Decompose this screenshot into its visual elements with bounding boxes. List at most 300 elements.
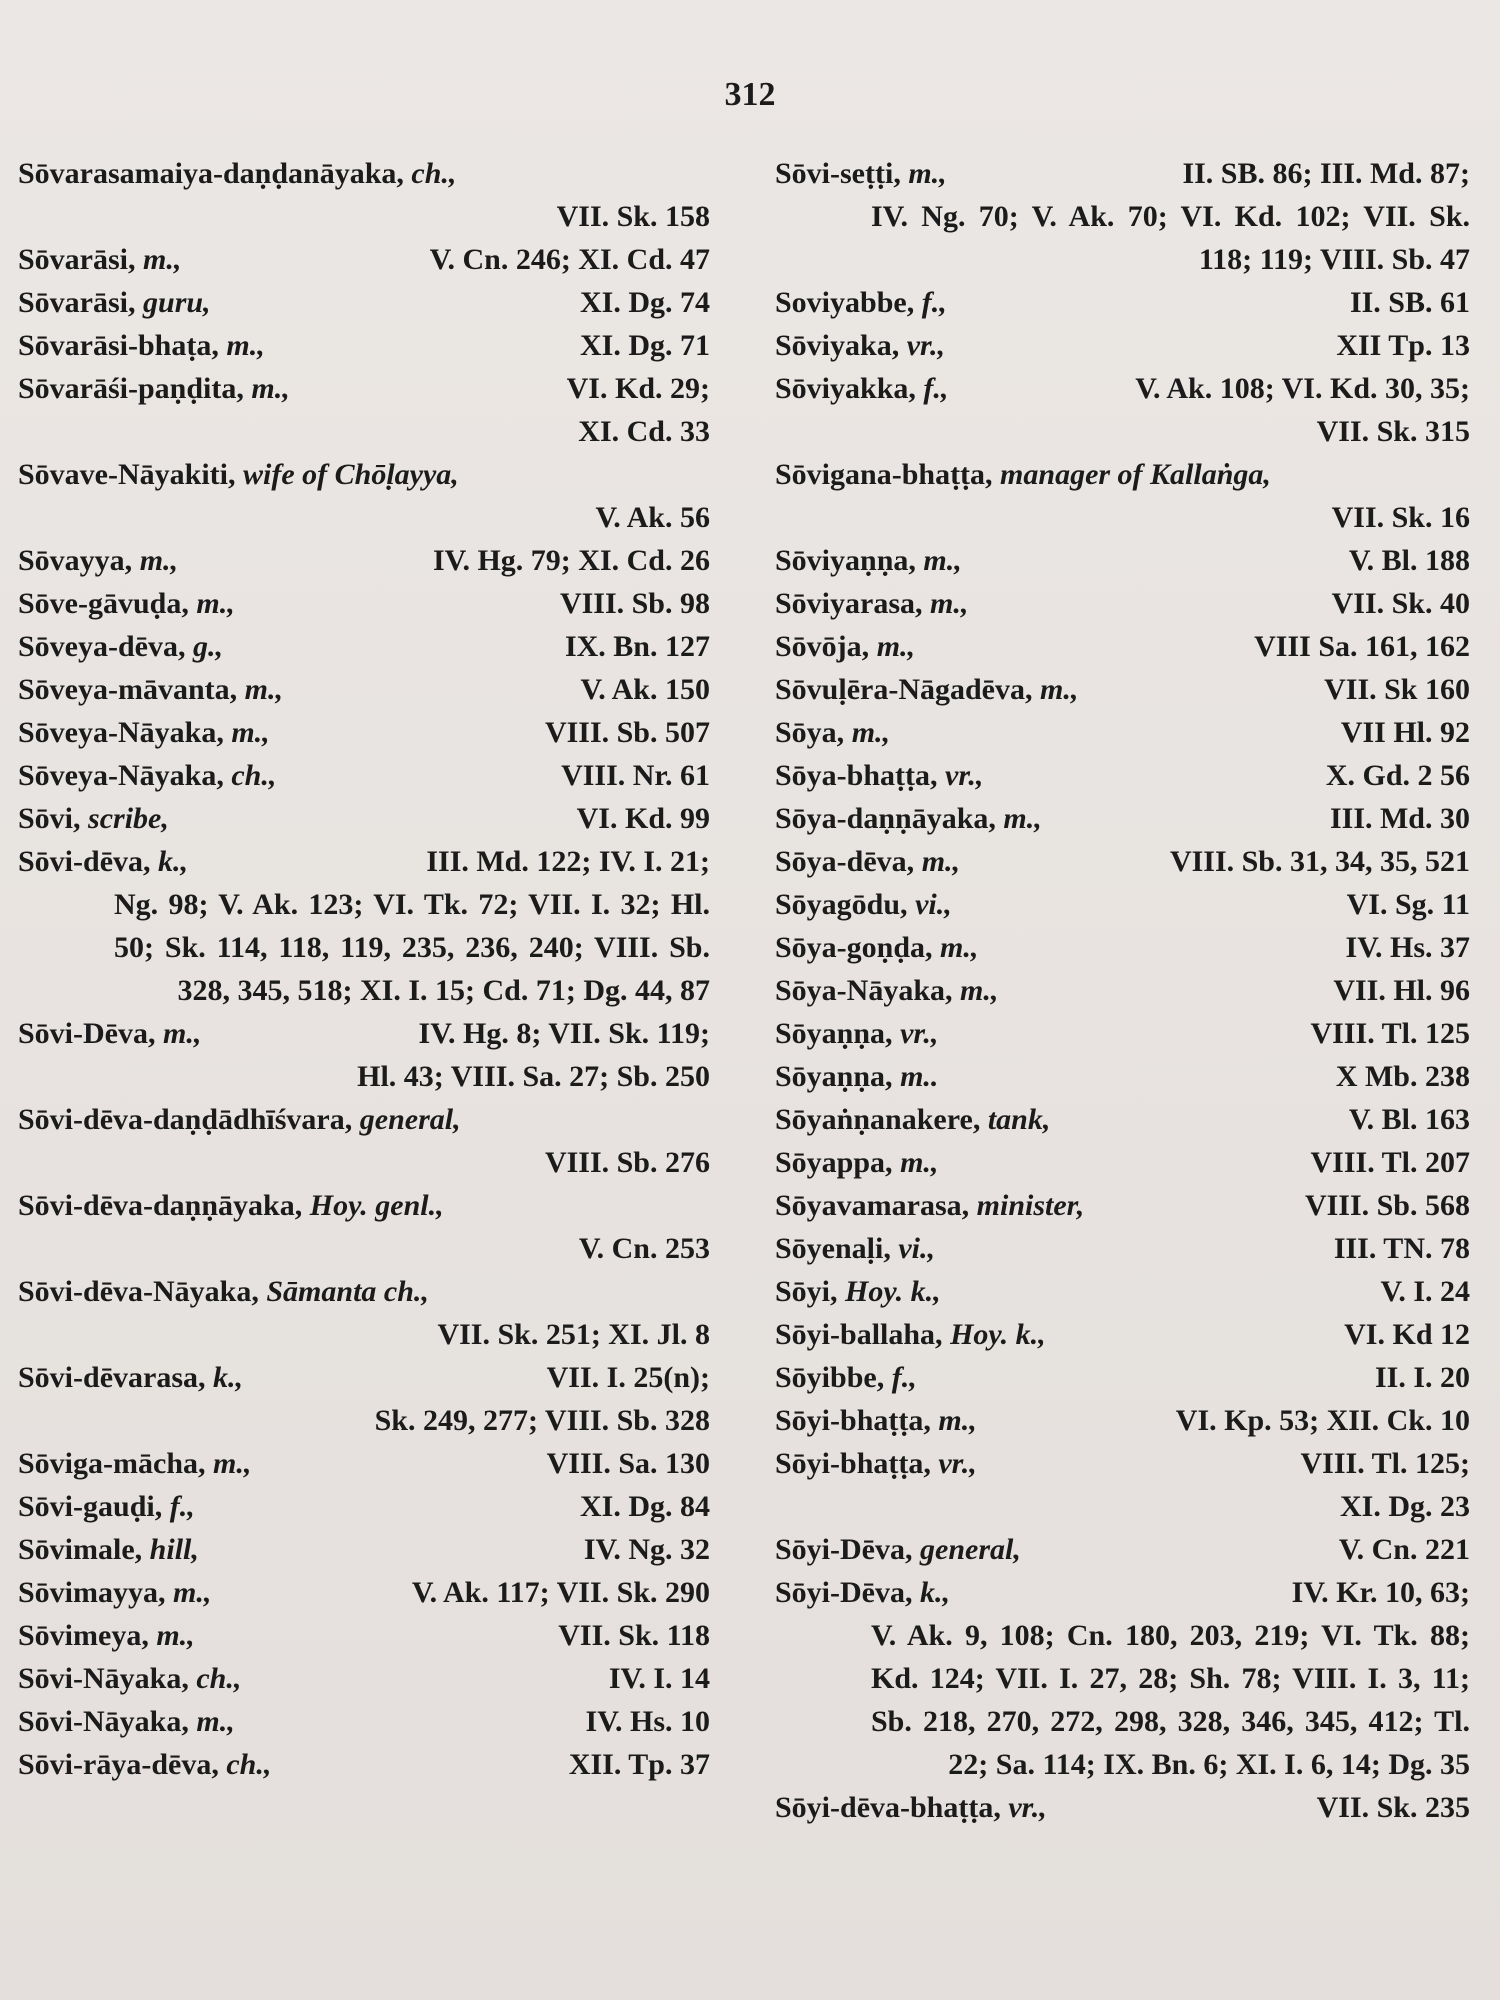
entry-heading [18,1012,201,1055]
index-entry [18,1657,710,1700]
index-entry [775,668,1470,711]
entry-description: minister, [976,1189,1085,1222]
right-column [775,152,1470,1829]
entry-name: Sōvi-dēva-daṇṇāyaka, [18,1189,303,1222]
entry-name: Sōya-daṇṇāyaka, [775,802,996,835]
entry-heading [775,754,983,797]
entry-head [775,1141,1470,1184]
entry-description: f., [921,286,947,319]
entry-name: Sōvigana-bhaṭṭa, [775,458,993,491]
entry-continuation: VII. Sk. 158 [556,200,710,233]
entry-name: Sōvi-Nāyaka, [18,1662,189,1695]
entry-head [775,1356,1470,1399]
entry-head [18,539,710,582]
entry-description: m., [876,630,916,663]
entry-name: Sōyi, [775,1275,838,1308]
entry-description: m., [851,716,891,749]
page-number: 312 [724,76,776,113]
entry-description: m.. [900,1060,939,1093]
index-entry [775,1442,1470,1528]
entry-heading [775,1227,935,1270]
entry-heading [775,281,947,324]
entry-head [775,1313,1470,1356]
entry-heading [18,797,169,840]
entry-reference: V. I. 24 [1380,1275,1470,1308]
index-entry [775,883,1470,926]
entry-name: Sōvayya, [18,544,133,577]
index-entry [775,1571,1470,1786]
entry-head [18,238,710,281]
entry-reference: IV. Hg. 8; VII. Sk. 119; [418,1017,710,1050]
entry-heading [18,1442,251,1485]
entry-heading [18,1571,211,1614]
entry-heading [18,281,211,324]
index-entry [18,582,710,625]
entry-name: Sōviyakka, [775,372,916,405]
entry-head [18,281,710,324]
entry-description: m., [921,845,961,878]
entry-reference: V. Ak. 150 [580,673,710,706]
entry-continuation: V. Ak. 9, 108; Cn. 180, 203, 219; VI. Tk. 88; Kd. 124; VII. I. 27, 28; Sh. 78; VIII. I. 3, 11; Sb. 218, 270, 272, 298, 328, 346, 345, 412; Tl. 22; Sa. 114; IX. Bn. 6; XI. I. 6, 14; Dg. 35 [871,1619,1470,1781]
entry-head [18,152,710,195]
entry-head [775,668,1470,711]
entry-heading [18,1743,271,1786]
entry-name: Sōvarāsi, [18,286,136,319]
entry-description: m., [908,157,947,190]
entry-description: m., [139,544,179,577]
entry-description: ch., [196,1662,242,1695]
entry-name: Sōvarāsi, [18,243,136,276]
index-entry [775,840,1470,883]
entry-description: Hoy. k., [950,1318,1046,1351]
index-entry [18,1485,710,1528]
index-entry [775,754,1470,797]
entry-name: Sōvōja, [775,630,870,663]
entry-reference: VII. Sk. 40 [1331,587,1470,620]
entry-description: g., [193,630,223,663]
entry-description: m., [960,974,999,1007]
index-entry [775,926,1470,969]
entry-heading [18,539,178,582]
index-entry [18,1743,710,1786]
entry-head [775,797,1470,840]
index-entry [775,969,1470,1012]
entry-heading [775,367,948,410]
index-entry [775,367,1470,453]
entry-reference: IV. Hs. 10 [585,1705,710,1738]
entry-description: manager of Kallaṅga, [1000,458,1271,491]
entry-description: guru, [143,286,211,319]
entry-head [775,926,1470,969]
entry-head [775,152,1470,195]
entry-heading [775,1399,977,1442]
index-entry [775,582,1470,625]
entry-heading [18,1614,195,1657]
entry-reference: VIII. Nr. 61 [561,759,710,792]
entry-description: ch., [411,157,457,190]
entry-head [18,1184,710,1227]
entry-name: Sōya, [775,716,845,749]
entry-head [18,1098,710,1141]
entry-description: general, [359,1103,461,1136]
index-entry [18,711,710,754]
entry-heading [18,1528,199,1571]
entry-heading [775,1786,1047,1829]
entry-reference: VI. Kp. 53; XII. Ck. 10 [1175,1404,1470,1437]
entry-name: Sōve-gāvuḍa, [18,587,189,620]
entry-name: Sōvi-dēvarasa, [18,1361,206,1394]
entry-heading [775,539,962,582]
entry-head [775,453,1470,496]
entry-continuation: VII. Sk. 251; XI. Jl. 8 [437,1318,710,1351]
entry-head [18,1270,710,1313]
entry-continuation: Hl. 43; VIII. Sa. 27; Sb. 250 [357,1060,710,1093]
entry-reference: VIII. Tl. 125 [1310,1017,1470,1050]
entry-heading [775,1184,1084,1227]
entry-head [775,1442,1470,1485]
entry-name: Sōyaṇṇa, [775,1017,893,1050]
index-entry [18,668,710,711]
entry-description: general, [920,1533,1021,1566]
entry-name: Sōvi-dēva-Nāyaka, [18,1275,259,1308]
entry-description: wife of Chōḷayya, [243,458,459,491]
index-entry [775,1227,1470,1270]
entry-name: Sōyi-ballaha, [775,1318,943,1351]
index-entry [18,1356,710,1442]
index-entry [18,324,710,367]
entry-name: Sōyavamarasa, [775,1189,970,1222]
entry-heading [775,1313,1046,1356]
entry-reference: V. Cn. 246; XI. Cd. 47 [429,243,710,276]
entry-name: Sōvi-gauḍi, [18,1490,163,1523]
entry-reference: III. TN. 78 [1333,1232,1470,1265]
entry-continuation: IV. Ng. 70; V. Ak. 70; VI. Kd. 102; VII. Sk. 118; 119; VIII. Sb. 47 [871,200,1470,276]
entry-head [775,969,1470,1012]
entry-description: m., [930,587,969,620]
entry-description: f., [169,1490,195,1523]
entry-reference: VIII Sa. 161, 162 [1254,630,1470,663]
index-entry [18,1571,710,1614]
entry-description: m., [1040,673,1079,706]
index-entry [18,1012,710,1098]
entry-name: Sōveya-Nāyaka, [18,759,224,792]
entry-reference: IV. Hg. 79; XI. Cd. 26 [433,544,710,577]
entry-continuation: VII. Sk. 315 [1316,415,1470,448]
entry-description: tank, [987,1103,1051,1136]
entry-description: k., [213,1361,243,1394]
entry-reference: XI. Dg. 71 [579,329,710,362]
entry-head [775,582,1470,625]
entry-name: Sōya-bhaṭṭa, [775,759,938,792]
index-entry [18,1528,710,1571]
entry-heading [775,969,998,1012]
entry-name: Sōvuḷēra-Nāgadēva, [775,673,1033,706]
entry-head [18,625,710,668]
entry-head [18,1614,710,1657]
index-entry [18,1442,710,1485]
entry-heading [18,1184,444,1227]
entry-head [18,1700,710,1743]
entry-reference: V. Ak. 108; VI. Kd. 30, 35; [1135,372,1470,405]
entry-name: Sōviyarasa, [775,587,923,620]
entry-reference: VI. Kd 12 [1344,1318,1470,1351]
entry-heading [775,625,915,668]
entry-description: m., [938,1404,977,1437]
entry-reference: VII. Sk. 118 [558,1619,710,1652]
entry-reference: II. SB. 86; III. Md. 87; [1182,157,1470,190]
index-entry [775,152,1470,281]
entry-name: Sōyibbe, [775,1361,885,1394]
index-entry [18,797,710,840]
entry-heading [18,367,290,410]
entry-head [18,1743,710,1786]
entry-reference: III. Md. 122; IV. I. 21; [426,845,710,878]
entry-heading [775,840,960,883]
entry-reference: X. Gd. 2 56 [1325,759,1470,792]
entry-heading [775,668,1078,711]
entry-heading [18,711,270,754]
entry-reference: VI. Sg. 11 [1346,888,1470,921]
entry-head [775,367,1470,410]
entry-reference: II. SB. 61 [1349,286,1470,319]
entry-heading [18,1485,195,1528]
entry-head [18,840,710,883]
entry-heading [775,797,1042,840]
entry-description: Hoy. k., [845,1275,941,1308]
entry-reference: XI. Dg. 84 [579,1490,710,1523]
entry-description: m., [251,372,290,405]
entry-head [775,281,1470,324]
entry-description: m., [1003,802,1042,835]
entry-reference: VIII. Sb. 98 [559,587,710,620]
entry-head [775,1528,1470,1571]
entry-head [775,840,1470,883]
entry-head [775,1227,1470,1270]
entry-reference: IV. Kr. 10, 63; [1291,1576,1470,1609]
entry-name: Sōya-Nāyaka, [775,974,953,1007]
entry-head [18,711,710,754]
entry-name: Sōvi-rāya-dēva, [18,1748,219,1781]
entry-name: Sōvarāśi-paṇḍita, [18,372,244,405]
entry-continuation: XI. Cd. 33 [578,415,710,448]
entry-heading [775,1098,1050,1141]
index-entry [18,539,710,582]
entry-name: Sōya-goṇḍa, [775,931,933,964]
entry-head [775,1055,1470,1098]
entry-head [18,1528,710,1571]
entry-heading [18,324,265,367]
entry-heading [775,711,890,754]
entry-continuation: VIII. Sb. 276 [544,1146,710,1179]
entry-reference: VI. Kd. 29; [566,372,710,405]
entry-heading [18,1098,461,1141]
entry-continuation: VII. Sk. 16 [1331,501,1470,534]
entry-heading [775,1571,950,1614]
index-entry [775,1356,1470,1399]
entry-description: f., [891,1361,917,1394]
entry-head [18,1356,710,1399]
index-entry [18,1184,710,1270]
entry-description: vr., [900,1017,939,1050]
entry-heading [775,324,945,367]
entry-heading [775,1270,941,1313]
entry-description: scribe, [88,802,169,835]
entry-continuation: V. Ak. 56 [595,501,710,534]
entry-heading [775,926,978,969]
entry-head [775,625,1470,668]
index-entry [18,1614,710,1657]
entry-head [18,668,710,711]
entry-reference: VIII. Tl. 125; [1300,1447,1470,1480]
entry-description: m., [940,931,979,964]
entry-heading [775,582,968,625]
entry-name: Sōvi-Dēva, [18,1017,156,1050]
left-column [18,152,710,1786]
entry-head [18,367,710,410]
index-entry [775,1528,1470,1571]
index-entry [775,1012,1470,1055]
entry-reference: VII. Sk. 235 [1316,1791,1470,1824]
entry-head [775,539,1470,582]
index-entry [775,1313,1470,1356]
entry-heading [18,1700,235,1743]
index-entry [18,754,710,797]
entry-description: vi., [898,1232,936,1265]
entry-reference: VIII. Sb. 507 [544,716,710,749]
entry-head [775,1012,1470,1055]
entry-reference: V. Ak. 117; VII. Sk. 290 [411,1576,710,1609]
index-entry [775,539,1470,582]
entry-reference: II. I. 20 [1374,1361,1470,1394]
entry-name: Sōyi-bhaṭṭa, [775,1447,931,1480]
entry-head [18,797,710,840]
entry-reference: III. Md. 30 [1329,802,1470,835]
entry-head [18,324,710,367]
entry-description: vr., [938,1447,977,1480]
entry-reference: V. Bl. 188 [1348,544,1470,577]
index-entry [18,1700,710,1743]
index-entry [18,367,710,453]
entry-heading [775,1141,938,1184]
entry-name: Sōyi-Dēva, [775,1533,913,1566]
entry-name: Sōvarāsi-bhaṭa, [18,329,219,362]
entry-heading [18,1270,429,1313]
entry-description: vr., [906,329,946,362]
index-entry [775,453,1470,539]
index-entry [775,324,1470,367]
entry-description: vr., [945,759,984,792]
entry-reference: IV. Ng. 32 [583,1533,710,1566]
entry-description: m., [923,544,962,577]
entry-description: f., [923,372,949,405]
entry-description: m., [226,329,265,362]
entry-continuation: Ng. 98; V. Ak. 123; VI. Tk. 72; VII. I. 32; Hl. 50; Sk. 114, 118, 119, 235, 236, 240; VIII. Sb. 328, 345, 518; XI. I. 15; Cd. 71; Dg. 44, 87 [114,888,710,1007]
entry-continuation: Sk. 249, 277; VIII. Sb. 328 [374,1404,710,1437]
entry-continuation: XI. Dg. 23 [1339,1490,1470,1523]
index-entry [18,152,710,238]
entry-name: Sōyaṅṇanakere, [775,1103,981,1136]
entry-head [775,711,1470,754]
entry-description: m., [143,243,182,276]
entry-name: Sōyi-bhaṭṭa, [775,1404,931,1437]
entry-reference: VII. Sk 160 [1324,673,1470,706]
entry-head [775,324,1470,367]
index-entry [775,711,1470,754]
entry-name: Sōveya-dēva, [18,630,186,663]
entry-continuation: V. Cn. 253 [578,1232,710,1265]
entry-heading [18,1657,241,1700]
index-entry [18,1098,710,1184]
entry-reference: VII Hl. 92 [1340,716,1470,749]
index-entry [18,1270,710,1356]
index-entry [775,1098,1470,1141]
entry-name: Sōvi-seṭṭi, [775,157,901,190]
entry-head [18,582,710,625]
index-entry [775,1141,1470,1184]
entry-name: Sōvimayya, [18,1576,166,1609]
entry-heading [18,582,235,625]
entry-head [18,1485,710,1528]
entry-heading [18,152,456,195]
entry-heading [18,238,181,281]
index-entry [18,840,710,1012]
entry-reference: VI. Kd. 99 [576,802,710,835]
entry-heading [775,152,947,195]
entry-name: Sōvi-dēva-daṇḍādhīśvara, [18,1103,353,1136]
index-entry [775,625,1470,668]
entry-name: Sōvi, [18,802,81,835]
entry-reference: V. Bl. 163 [1348,1103,1470,1136]
entry-name: Sōveya-māvanta, [18,673,238,706]
index-entry [775,281,1470,324]
entry-description: m., [900,1146,939,1179]
entry-heading [18,840,188,883]
index-entry [18,625,710,668]
entry-name: Sōyi-dēva-bhaṭṭa, [775,1791,1001,1824]
index-entry [775,1786,1470,1829]
entry-description: vi., [915,888,952,921]
entry-description: Hoy. genl., [309,1189,444,1222]
entry-description: m., [213,1447,252,1480]
entry-description: m., [173,1576,212,1609]
index-entry [775,1270,1470,1313]
entry-heading [775,1012,938,1055]
entry-name: Sōyagōdu, [775,888,908,921]
entry-heading [18,625,223,668]
entry-name: Sōvi-Nāyaka, [18,1705,189,1738]
index-entry [18,238,710,281]
entry-reference: XI. Dg. 74 [579,286,710,319]
entry-name: Sōveya-Nāyaka, [18,716,224,749]
entry-reference: VIII. Tl. 207 [1310,1146,1470,1179]
entry-name: Sōyappa, [775,1146,893,1179]
entry-heading [775,1356,917,1399]
entry-name: Sōvarasamaiya-daṇḍanāyaka, [18,157,404,190]
index-entry [775,797,1470,840]
entry-reference: IV. I. 14 [608,1662,710,1695]
entry-description: m., [231,716,270,749]
entry-head [775,1399,1470,1442]
entry-head [18,1012,710,1055]
entry-heading [18,453,459,496]
entry-head [18,453,710,496]
entry-heading [18,754,276,797]
entry-reference: IV. Hs. 37 [1345,931,1470,964]
entry-heading [18,1356,243,1399]
entry-name: Sōviyaṇṇa, [775,544,916,577]
entry-name: Sōvave-Nāyakiti, [18,458,236,491]
entry-name: Sōvimale, [18,1533,143,1566]
